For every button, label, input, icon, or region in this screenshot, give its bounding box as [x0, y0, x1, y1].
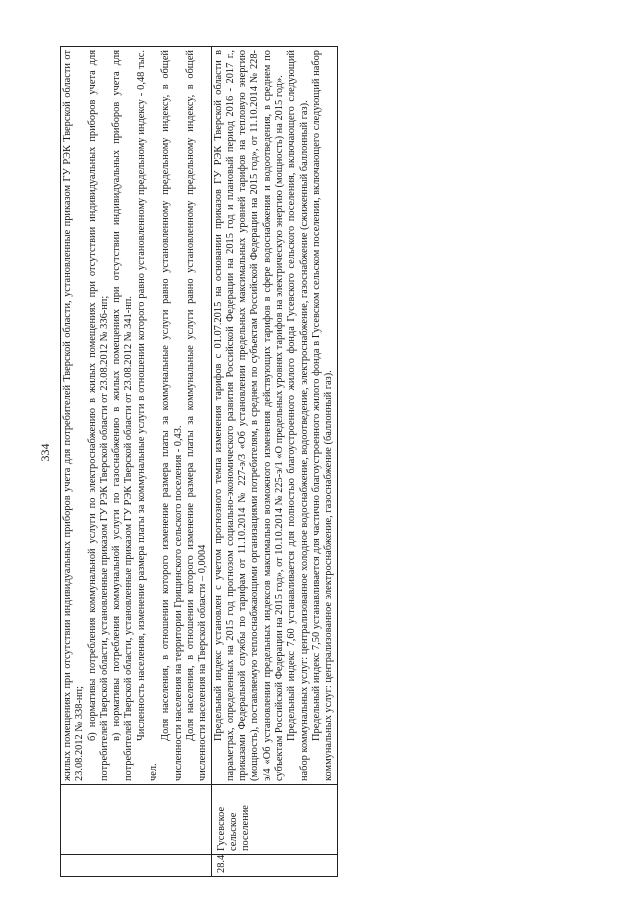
page-number: 334 [38, 443, 52, 462]
settlement-name: Гусевское сельское поселение [211, 785, 337, 855]
description-cell [211, 47, 337, 785]
table-row [211, 47, 337, 877]
paragraph: Численность населения, изменение размера платы за коммунальные услуги в отношении которого равно установленному предельному индексу - 0,48 тыс. чел. [135, 50, 160, 781]
paragraph: Предельный индекс 7,60 устанавливается для полностью благоустроенного жилого фонда Гусевского сельского поселения, включающего следующий набор коммунальных услуг: централизованное холодное водоснабжение, водоотведение, электроснабжение, газоснабжение (сжиженный баллонный газ). [286, 50, 310, 781]
paragraph: Доля населения, в отношении которого изменение размера платы за коммунальные услуги равно установленному предельному индексу, в общей численности населения на территории Грищинского сельского поселения - 0,43. [160, 50, 184, 781]
paragraph: Предельный индекс 7,50 устанавливается для частично благоустроенного жилого фонда в Гусевском сельском поселении, включающего следующий набор коммунальных услуг: централизованное электроснабжение, газоснабжение (баллонный газ). [310, 50, 335, 781]
row-number [61, 855, 212, 877]
paragraph: б) нормативы потребления коммунальной услуги по электроснабжению в жилых помещениях при отсутствии индивидуальных приборов учета для потребителей Тверской области, установленные приказом ГУ РЭК Тверской области от 23.08.2012 № 336-нп; [86, 50, 110, 781]
paragraph: Доля населения, в отношении которого изменение размера платы за коммунальные услуги равно установленному предельному индексу, в общей численности населения на Тверской области – 0,0004 [184, 50, 209, 781]
paragraph: Предельный индекс установлен с учетом прогнозного темпа изменения тарифов с 01.07.2015 на основании приказов ГУ РЭК Тверской области в параметрах, определенных на 2015 год прогнозом социально-экономического развития Российской Федерации на 2015 год и плановый период 2016 - 2017 г., приказами Федеральной службы по тарифам от 11.10.2014 № 227-э/3 «Об установлении предельных максимальных уровней тарифов на тепловую энергию (мощность), поставляемую теплоснабжающими организациями потребителям, в среднем по субъектам Российской Федерации на 2015 год», от 11.10.2014 № 228-э/4 «Об установлении предельных индексов максимально возможного изменения действующих тарифов в сфере водоснабжения и водоотведения, в среднем по субъектам Российской Федерации на 2015 год», от 10.10.2014 № 225-э/1 «О предельных уровнях тарифов на электрическую энергию (мощность) на 2015 год». [212, 50, 286, 781]
tariff-table [60, 46, 338, 877]
settlement-name [61, 785, 212, 855]
row-number: 28.4 [211, 855, 337, 877]
table-row [61, 47, 212, 877]
paragraph: в) нормативы потребления коммунальной услуги по газоснабжению в жилых помещениях при отсутствии индивидуальных приборов учета для потребителей Тверской области, установленные приказом ГУ РЭК Тверской области от 23.08.2012 № 341-нп. [111, 50, 135, 781]
paragraph: жилых помещениях при отсутствии индивидуальных приборов учета для потребителей Тверской области, установленные приказом ГУ РЭК Тверской области от 23.08.2012 № 338-нп; [62, 50, 86, 781]
description-cell [61, 47, 212, 785]
